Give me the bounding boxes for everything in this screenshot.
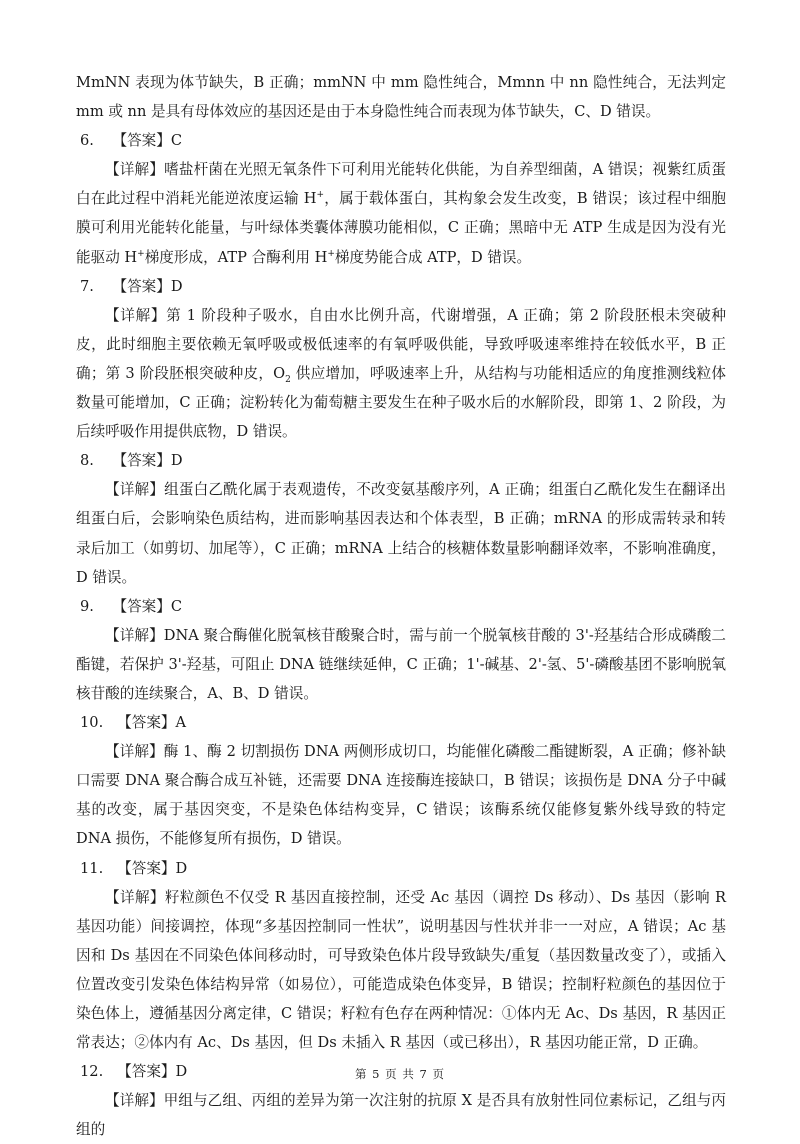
answer-line: 11. 【答案】D [80,859,188,877]
answer-line: 9. 【答案】C [80,597,183,615]
explanation-paragraph: 【详解】DNA 聚合酶催化脱氧核苷酸聚合时，需与前一个脱氧核苷酸的 3'-羟基结合形成磷酸二酯键，若保护 3'-羟基，可阻止 DNA 链继续延伸，C 正确；1'-碱基、2'-氢、5'-磷酸基团不影响脱氧核苷酸的连续聚合，A、B、D 错误。 [76,626,726,702]
answer-line: 8. 【答案】D [80,452,183,470]
explanation-paragraph: 【详解】籽粒颜色不仅受 R 基因直接控制，还受 Ac 基因（调控 Ds 移动）、Ds 基因（影响 R 基因功能）间接调控，体现“多基因控制同一性状”，说明基因与性状并非一一对应，A 错误；Ac 基因和 Ds 基因在不同染色体间移动时，可导致染色体片段导致缺失/重复（基因数量改变了），或插入位置改变引发染色体结构异常（如易位），可能造成染色体变异，B 错误；控制籽粒颜色的基因位于染色体上，遵循基因分离定律，C 错误；籽粒有色存在两种情况：①体内无 Ac、Ds 基因，R 基因正常表达；②体内有 Ac、Ds 基因，但 Ds 未插入 R 基因（或已移出），R 基因功能正常，D 正确。 [76,888,726,1052]
answer-explanations [76,68,726,1144]
page-footer: 第 5 页 共 7 页 [355,1067,445,1081]
answer-line: 7. 【答案】D [80,277,183,295]
answer-line: 12. 【答案】D [80,1063,188,1081]
continued-paragraph: MmNN 表现为体节缺失，B 正确；mmNN 中 mm 隐性纯合，Mmnn 中 nn 隐性纯合，无法判定 mm 或 nn 是具有母体效应的基因还是由于本身隐性纯合而表现为体节缺失，C、D 错误。 [76,74,726,121]
explanation-paragraph: 【详解】组蛋白乙酰化属于表观遗传，不改变氨基酸序列，A 正确；组蛋白乙酰化发生在翻译出组蛋白后，会影响染色质结构，进而影响基因表达和个体表型，B 正确；mRNA 的形成需转录和转录后加工（如剪切、加尾等），C 正确；mRNA 上结合的核糖体数量影响翻译效率，不影响准确度，D 错误。 [76,481,726,586]
answer-line: 6. 【答案】C [80,132,183,150]
explanation-paragraph: 【详解】甲组与乙组、丙组的差异为第一次注射的抗原 X 是否具有放射性同位素标记，乙组与丙组的 [76,1092,726,1139]
answer-line: 10. 【答案】A [80,714,187,732]
explanation-paragraph: 【详解】酶 1、酶 2 切割损伤 DNA 两侧形成切口，均能催化磷酸二酯键断裂，A 正确；修补缺口需要 DNA 聚合酶合成互补链，还需要 DNA 连接酶连接缺口，B 错误；该损伤是 DNA 分子中碱基的改变，属于基因突变，不是染色体结构变异，C 错误；该酶系统仅能修复紫外线导致的特定 DNA 损伤，不能修复所有损伤，D 错误。 [76,743,726,848]
explanation-paragraph: 【详解】第 1 阶段种子吸水，自由水比例升高，代谢增强，A 正确；第 2 阶段胚根未突破种皮，此时细胞主要依赖无氧呼吸或极低速率的有氧呼吸供能，导致呼吸速率维持在较低水平，B 正确；第 3 阶段胚根突破种皮，$O_2$ 供应增加，呼吸速率上升，从结构与功能相适应的角度推测线粒体数量可能增加，C 正确；淀粉转化为葡萄糖主要发生在种子吸水后的水解阶段，即第 1、2 阶段，为后续呼吸作用提供底物，D 错误。 [76,306,726,441]
explanation-paragraph: 【详解】嗜盐杆菌在光照无氧条件下可利用光能转化供能，为自养型细菌，A 错误；视紫红质蛋白在此过程中消耗光能逆浓度运输 H+，属于载体蛋白，其构象会发生改变，B 错误；该过程中细胞膜可利用光能转化能量，与叶绿体类囊体薄膜功能相似，C 正确；黑暗中无 ATP 生成是因为没有光能驱动 H+梯度形成，ATP 合酶利用 H+梯度势能合成 ATP，D 错误。 [76,161,726,266]
